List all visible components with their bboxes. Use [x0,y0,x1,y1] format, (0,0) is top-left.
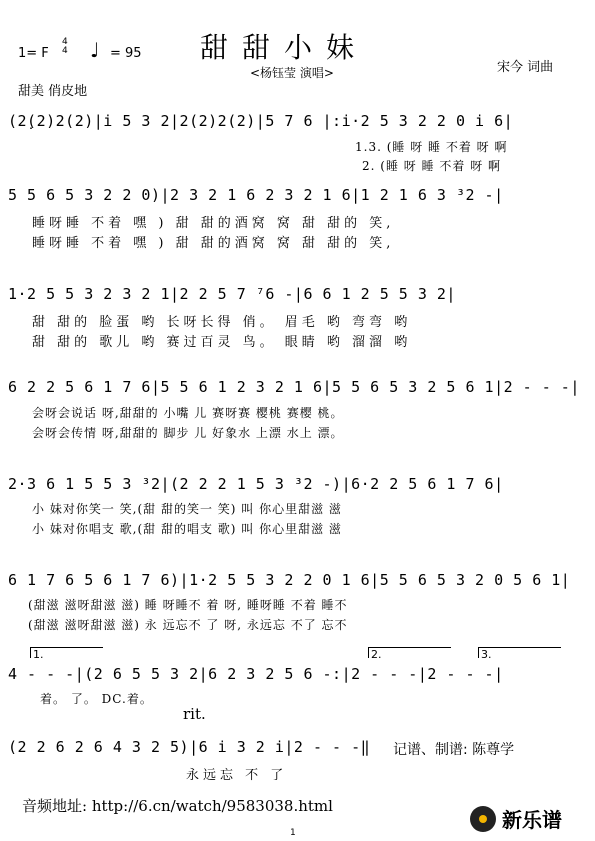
ritardando-marking: rit. [183,705,206,723]
transcriber-credit: 记谱、制谱: 陈尊学 [393,742,515,758]
lyric-line-6b: (甜滋 滋呀甜滋 滋) 永 远忘不 了 呀, 永远忘 不了 忘不 [28,618,348,632]
site-logo[interactable] [470,806,590,836]
score-line-7: 4 - - -|(2 6 5 5 3 2|6 2 3 2 5 6 -:|2 - - -|2 - - -| [8,665,504,683]
lyric-line-2a: 睡呀睡 不着 嘿 ) 甜 甜的酒窝 窝 甜 甜的 笑, [32,216,395,231]
site-logo-text: 新乐谱 [502,808,562,832]
vinyl-record-icon [470,806,496,832]
lyric-line-5a: 小 妹对你笑一 笑,(甜 甜的笑一 笑) 叫 你心里甜滋 滋 [32,502,342,516]
composer-credit: 宋今 词曲 [497,60,554,75]
time-signature-top: 4 [62,37,68,47]
score-line-3: 1·2 5 5 3 2 3 2 1|2 2 5 7 ⁷6 -|6 6 1 2 5 5 3 2| [8,285,456,303]
score-line-8: (2 2 6 2 6 4 3 2 5)|6 i 3 2 i|2 - - -‖ [8,738,371,756]
lyric-line-2b: 睡呀睡 不着 嘿 ) 甜 甜的酒窝 窝 甜 甜的 笑, [32,236,395,251]
volta-ending-3: 3. [478,647,561,658]
score-line-6: 6 1 7 6 5 6 1 7 6)|1·2 5 5 3 2 2 0 1 6|5 5 6 5 3 2 0 5 6 1| [8,571,571,589]
score-line-2: 5 5 6 5 3 2 2 0)|2 3 2 1 6 2 3 2 1 6|1 2 1 6 3 ³2 -| [8,186,504,204]
page-number: 1 [290,828,296,838]
time-signature [62,38,68,56]
lyric-line-1b: 2. (睡 呀 睡 不着 呀 啊 [362,159,502,173]
lyric-line-8: 永远忘 不 了 [186,768,288,783]
key-signature: 1= F [18,46,49,61]
lyric-line-7: 着。 了。 DC.着。 [40,692,153,706]
score-line-5: 2·3 6 1 5 5 3 ³2|(2 2 2 1 5 3 ³2 -)|6·2 2 5 6 1 7 6| [8,475,504,493]
volta-ending-1: 1. [30,647,103,658]
performer-subtitle: <杨钰莹 演唱> [250,66,334,80]
audio-link[interactable]: 音频地址: http://6.cn/watch/9583038.html [22,797,333,815]
score-line-4: 6 2 2 5 6 1 7 6|5 5 6 1 2 3 2 1 6|5 5 6 5 3 2 5 6 1|2 - - -| [8,378,580,396]
time-signature-bottom: 4 [62,46,68,56]
expression-marking: 甜美 俏皮地 [18,84,88,99]
lyric-line-6a: (甜滋 滋呀甜滋 滋) 睡 呀睡不 着 呀, 睡呀睡 不着 睡不 [28,598,348,612]
lyric-line-3b: 甜 甜的 歌儿 哟 赛过百灵 鸟。 眼睛 哟 溜溜 哟 [32,335,412,350]
song-title: 甜甜小妹 [200,31,369,64]
score-line-1: (2̣(2)2(2)|i 5 3 2|2(2)2(2)|5 7 6 |:i·2 5 3 2 2 0 i 6| [8,112,514,130]
volta-ending-2: 2. [368,647,451,658]
lyric-line-5b: 小 妹对你唱支 歌,(甜 甜的唱支 歌) 叫 你心里甜滋 滋 [32,522,342,536]
lyric-line-4a: 会呀会说话 呀,甜甜的 小嘴 儿 赛呀赛 樱桃 赛樱 桃。 [32,406,344,420]
lyric-line-1a: 1.3. (睡 呀 睡 不着 呀 啊 [355,140,508,154]
lyric-line-4b: 会呀会传情 呀,甜甜的 脚步 儿 好象水 上漂 水上 漂。 [32,426,344,440]
tempo: = 95 [110,46,142,61]
quarter-note-icon: ♩ [90,38,100,62]
lyric-line-3a: 甜 甜的 脸蛋 哟 长呀长得 俏。 眉毛 哟 弯弯 哟 [32,315,412,330]
